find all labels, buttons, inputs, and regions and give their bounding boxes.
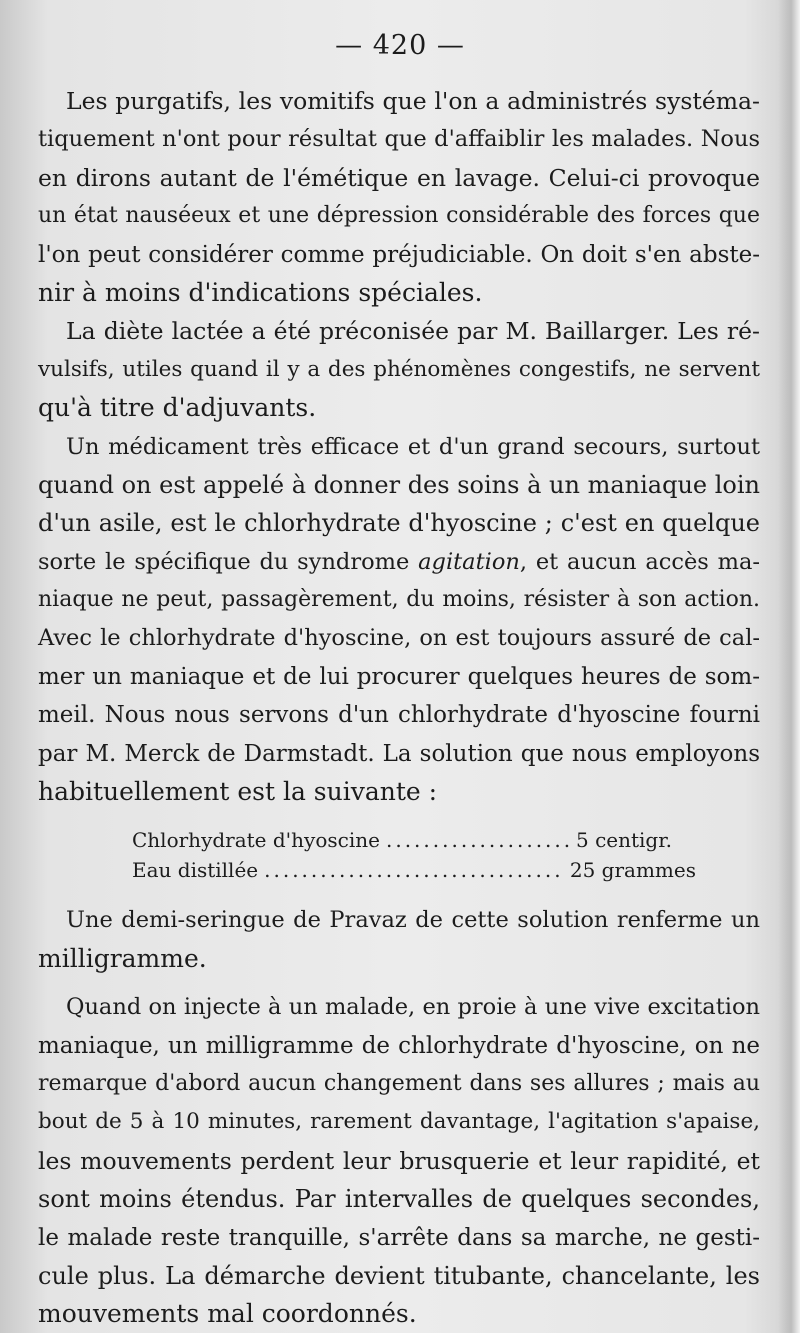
text-line: Avec le chlorhydrate d'hyoscine, on est toujours assuré de cal- xyxy=(38,625,760,652)
text-line: Quand on injecte à un malade, en proie à une vive excitation xyxy=(66,994,760,1021)
page-body xyxy=(38,82,760,1333)
paragraph-purgatifs xyxy=(38,82,760,312)
text-line: Les purgatifs, les vomitifs que l'on a administrés systéma- xyxy=(66,87,760,115)
text-line: bout de 5 à 10 minutes, rarement davantage, l'agitation s'apaise, xyxy=(38,1109,760,1135)
text-line: nir à moins d'indications spéciales. xyxy=(38,277,483,307)
text-line: meil. Nous nous servons d'un chlorhydrate d'hyoscine fourni xyxy=(38,702,760,729)
text-line: La diète lactée a été préconisée par M. Baillarger. Les ré- xyxy=(66,317,760,346)
text-line: Un médicament très efficace et d'un grand secours, surtout xyxy=(66,433,760,460)
text-segment: sorte le spécifique du syndrome xyxy=(38,548,419,575)
text-line: cule plus. La démarche devient titubante, chancelante, les xyxy=(38,1261,760,1290)
formula-dose: 25 grammes xyxy=(569,858,696,883)
text-line: l'on peut considérer comme préjudiciable. On doit s'en abste- xyxy=(38,241,760,268)
formula-ingredient: Eau distillée xyxy=(132,858,259,883)
paragraph-injection xyxy=(38,988,760,1333)
text-line: tiquement n'ont pour résultat que d'affaiblir les malades. Nous xyxy=(38,126,760,153)
text-line: les mouvements perdent leur brusquerie et leur rapidité, et xyxy=(38,1146,760,1175)
text-line: le malade reste tranquille, s'arrête dans sa marche, ne gesti- xyxy=(38,1224,760,1251)
prescription-formula xyxy=(132,825,696,885)
text-segment: , et aucun accès ma- xyxy=(519,548,760,575)
text-line: habituellement est la suivante : xyxy=(38,777,438,807)
text-line: mouvements mal coordonnés. xyxy=(38,1299,417,1329)
formula-row xyxy=(132,855,696,885)
dot-leader xyxy=(386,825,570,855)
text-line: maniaque, un milligramme de chlorhydrate d'hyoscine, on ne xyxy=(38,1032,760,1059)
text-line: remarque d'abord aucun changement dans ses allures ; mais au xyxy=(38,1070,760,1096)
text-line: milligramme. xyxy=(38,943,207,973)
text-line: quand on est appelé à donner des soins à un maniaque loin xyxy=(38,470,760,499)
page-edge-shadow xyxy=(778,0,800,1333)
paragraph-gap xyxy=(38,978,760,988)
formula-dose: 5 centigr. xyxy=(576,828,672,853)
text-line: un état nauséeux et une dépression considérable des forces que xyxy=(38,203,760,229)
text-line: vulsifs, utiles quand il y a des phénomènes congestifs, ne servent xyxy=(38,356,760,382)
formula-row xyxy=(132,825,696,855)
text-line xyxy=(38,543,760,581)
paragraph-diete-lactee xyxy=(38,312,760,427)
text-line: en dirons autant de l'émétique en lavage. Celui-ci provoque xyxy=(38,163,760,192)
text-line: niaque ne peut, passagèrement, du moins, résister à son action. xyxy=(38,587,760,613)
paragraph-hyoscine xyxy=(38,428,760,812)
page-number: — 420 — xyxy=(335,30,465,61)
paragraph-seringue xyxy=(38,901,760,978)
text-line: Une demi-seringue de Pravaz de cette solution renferme un xyxy=(66,907,760,934)
text-line: par M. Merck de Darmstadt. La solution que nous employons xyxy=(38,740,760,767)
italic-term: agitation xyxy=(418,548,520,575)
text-line: mer un maniaque et de lui procurer quelques heures de som- xyxy=(38,663,760,690)
text-line: qu'à titre d'adjuvants. xyxy=(38,393,317,423)
formula-ingredient: Chlorhydrate d'hyoscine xyxy=(132,828,380,853)
dot-leader xyxy=(264,855,564,885)
text-line: d'un asile, est le chlorhydrate d'hyoscine ; c'est en quelque xyxy=(38,509,760,538)
text-line: sont moins étendus. Par intervalles de quelques secondes, xyxy=(38,1185,760,1214)
